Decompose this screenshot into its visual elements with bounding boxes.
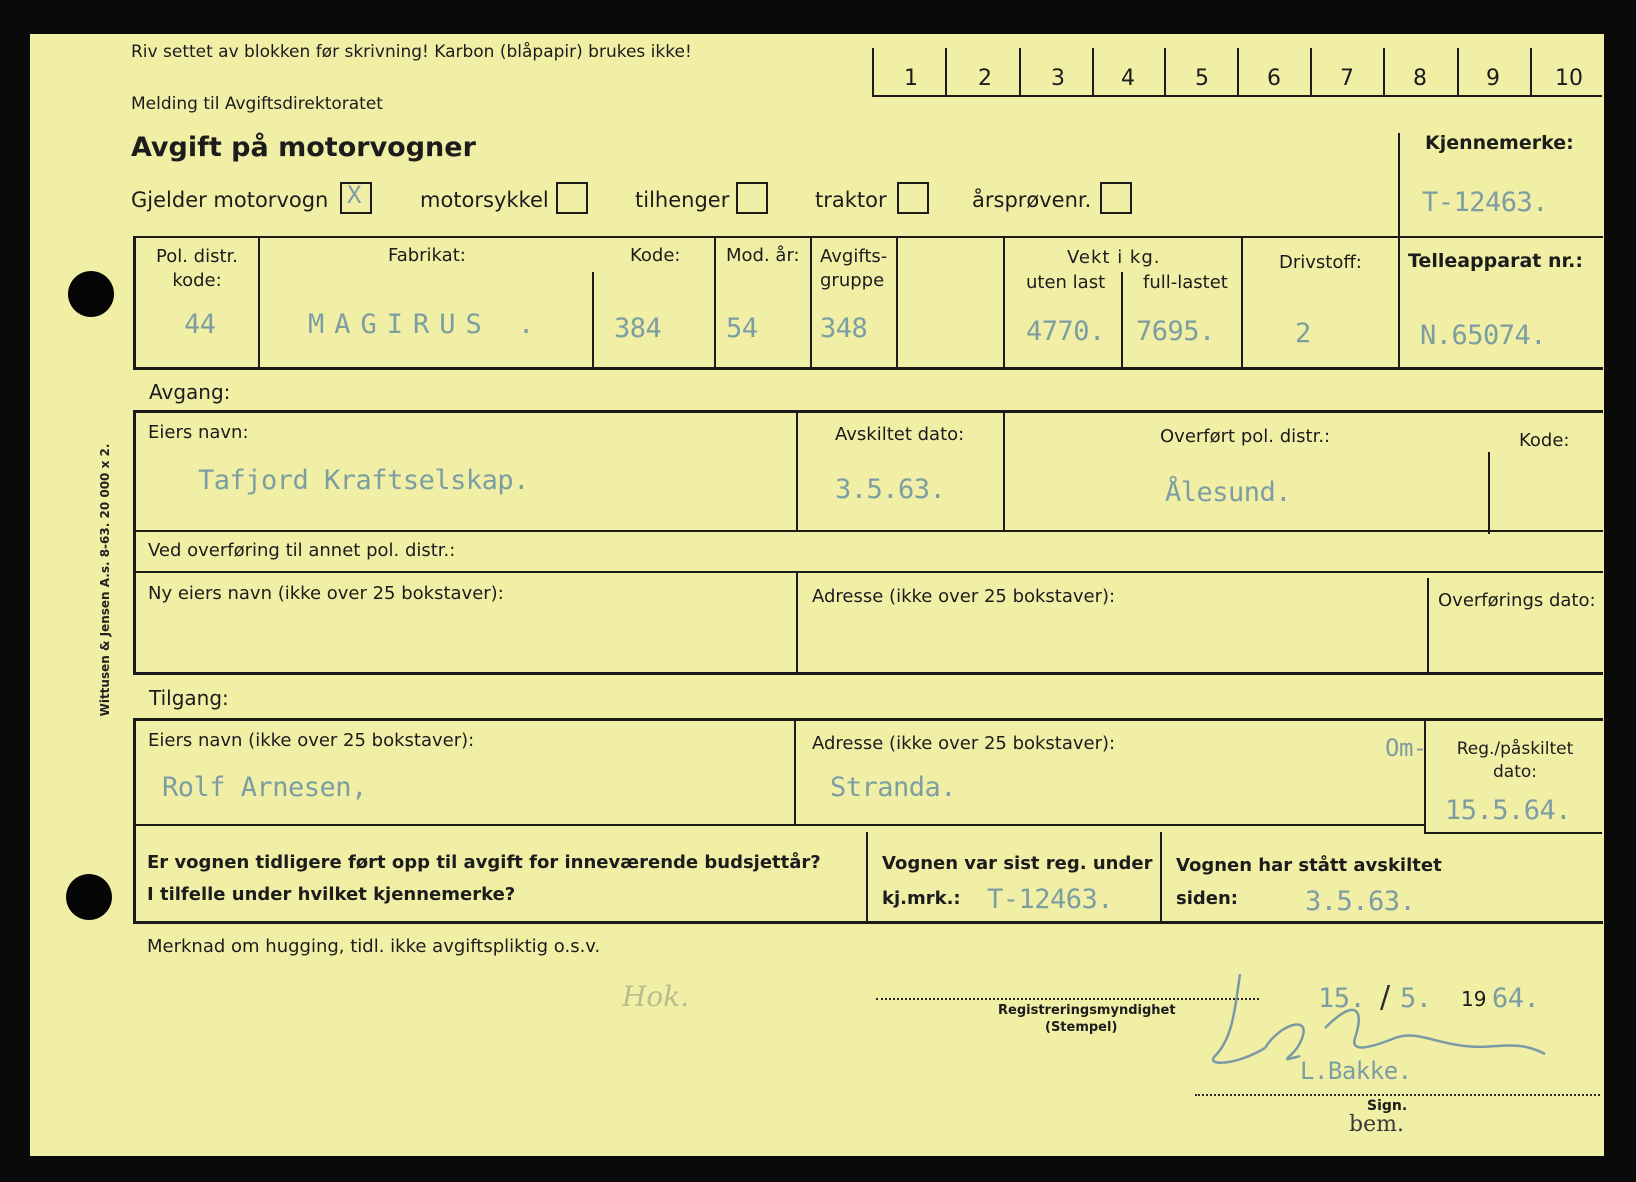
drivstoff-value: 2 [1295,318,1311,349]
mod-ar-label: Mod. år: [726,245,800,266]
avgang-eiers-navn-value: Tafjord Kraftselskap. [198,465,529,496]
date-year: 64. [1492,983,1540,1014]
avskiltet-siden-label: Vognen har stått avskiltet [1176,855,1442,876]
arsprovenr-label: årsprøvenr. [972,188,1092,212]
kode-value: 384 [614,313,662,344]
authority-line [876,998,1259,1000]
avskiltet-dato-label: Avskiltet dato: [835,424,965,445]
overfort-pol-distr-label: Overført pol. distr.: [1160,426,1331,447]
kjmrk-label: kj.mrk.: [882,888,961,909]
telleapparat-value: N.65074. [1420,320,1547,351]
signed-name: L.Bakke. [1300,1057,1412,1085]
tilgang-eiers-navn-value: Rolf Arnesen, [162,772,367,803]
vekt-label: Vekt i kg. [1067,247,1161,268]
copy-number-8: 8 [1413,66,1427,91]
recipient-text: Melding til Avgiftsdirektoratet [131,94,383,114]
avskiltet-dato-value: 3.5.63. [835,474,946,505]
date-day: 15. [1318,983,1366,1014]
bem-label: bem. [1349,1112,1404,1137]
motorsykkel-checkbox[interactable] [556,182,588,214]
printer-note: Wittusen & Jensen A.s. 8-63. 20 000 x 2. [98,443,112,717]
kjennemerke-label: Kjennemerke: [1425,132,1574,154]
copy-number-9: 9 [1486,66,1500,91]
kjmrk-value: T-12463. [987,884,1114,915]
uten-last-label: uten last [1026,272,1106,293]
avgang-adresse-label: Adresse (ikke over 25 bokstaver): [812,586,1116,607]
motorvogn-check-mark: X [347,181,361,209]
avgiftsgruppe-label: Avgifts- gruppe [820,246,888,291]
sign-label: Sign. [1367,1098,1408,1114]
avgang-kode-label: Kode: [1519,430,1570,451]
tilgang-adresse-value: Stranda. [830,772,957,803]
tilhenger-checkbox[interactable] [736,182,768,214]
copy-number-3: 3 [1051,66,1065,91]
tilgang-eiers-navn-label: Eiers navn (ikke over 25 bokstaver): [148,730,475,751]
date-separator: / [1380,980,1391,1015]
gjelder-label: Gjelder motorvogn [131,188,329,212]
overfort-pol-distr-value: Ålesund. [1165,477,1292,508]
avgang-eiers-navn-label: Eiers navn: [148,422,249,443]
pol-distr-value: 44 [184,309,216,340]
copy-number-7: 7 [1340,66,1354,91]
copy-number-10: 10 [1555,66,1583,91]
form-title: Avgift på motorvogner [131,132,476,163]
avgiftsgruppe-value: 348 [820,313,868,344]
copy-number-4: 4 [1121,66,1135,91]
copy-number-5: 5 [1195,66,1209,91]
pol-distr-label: Pol. distr. kode: [155,246,238,291]
kode-label: Kode: [630,245,681,266]
reg-dato-value: 15.5.64. [1445,795,1572,826]
reg-dato-label: Reg./påskiltet dato: [1456,739,1574,782]
full-lastet-value: 7695. [1136,316,1215,347]
pencil-note: Hok. [622,980,690,1013]
copy-number-2: 2 [978,66,992,91]
date-year-prefix: 19 [1461,987,1487,1011]
motorvogn-checkbox[interactable] [340,182,372,214]
kjennemerke-value: T-12463. [1422,187,1549,218]
tilgang-adresse-label: Adresse (ikke over 25 bokstaver): [812,733,1116,754]
siden-value: 3.5.63. [1305,886,1416,917]
authority-label: Registreringsmyndighet [998,1003,1176,1018]
ved-overforing-label: Ved overføring til annet pol. distr.: [148,540,456,561]
motorsykkel-label: motorsykkel [420,188,549,212]
tilhenger-label: tilhenger [635,188,730,212]
traktor-label: traktor [815,188,887,212]
mod-ar-value: 54 [726,313,758,344]
signature-line [1195,1094,1600,1096]
ny-eier-label: Ny eiers navn (ikke over 25 bokstaver): [148,583,504,604]
punch-hole-top [68,271,114,317]
fabrikat-value: MAGIRUS . [308,309,545,340]
question-kjennemerke: I tilfelle under hvilket kjennemerke? [147,884,516,905]
date-month: 5. [1400,983,1432,1014]
fabrikat-label: Fabrikat: [388,245,466,266]
traktor-checkbox[interactable] [897,182,929,214]
punch-hole-bottom [66,874,112,920]
arsprovenr-checkbox[interactable] [1100,182,1132,214]
overforings-dato-label: Overførings dato: [1438,590,1596,611]
stamp-label: (Stempel) [1045,1020,1118,1035]
copy-number-1: 1 [904,66,918,91]
uten-last-value: 4770. [1026,316,1105,347]
full-lastet-label: full-lastet [1143,272,1228,293]
siden-label: siden: [1176,888,1238,909]
question-budsjettar: Er vognen tidligere ført opp til avgift for inneværende budsjettår? [147,852,821,873]
tilgang-label: Tilgang: [149,686,229,710]
merknad-label: Merknad om hugging, tidl. ikke avgiftspliktig o.s.v. [147,936,601,957]
om-mark: Om- [1385,734,1427,762]
instruction-text: Riv settet av blokken før skrivning! Karbon (blåpapir) brukes ikke! [131,42,692,62]
avgang-label: Avgang: [149,380,231,404]
telleapparat-label: Telleapparat nr.: [1408,250,1583,272]
copy-number-6: 6 [1267,66,1281,91]
sist-reg-label: Vognen var sist reg. under [882,853,1153,874]
drivstoff-label: Drivstoff: [1279,252,1362,273]
